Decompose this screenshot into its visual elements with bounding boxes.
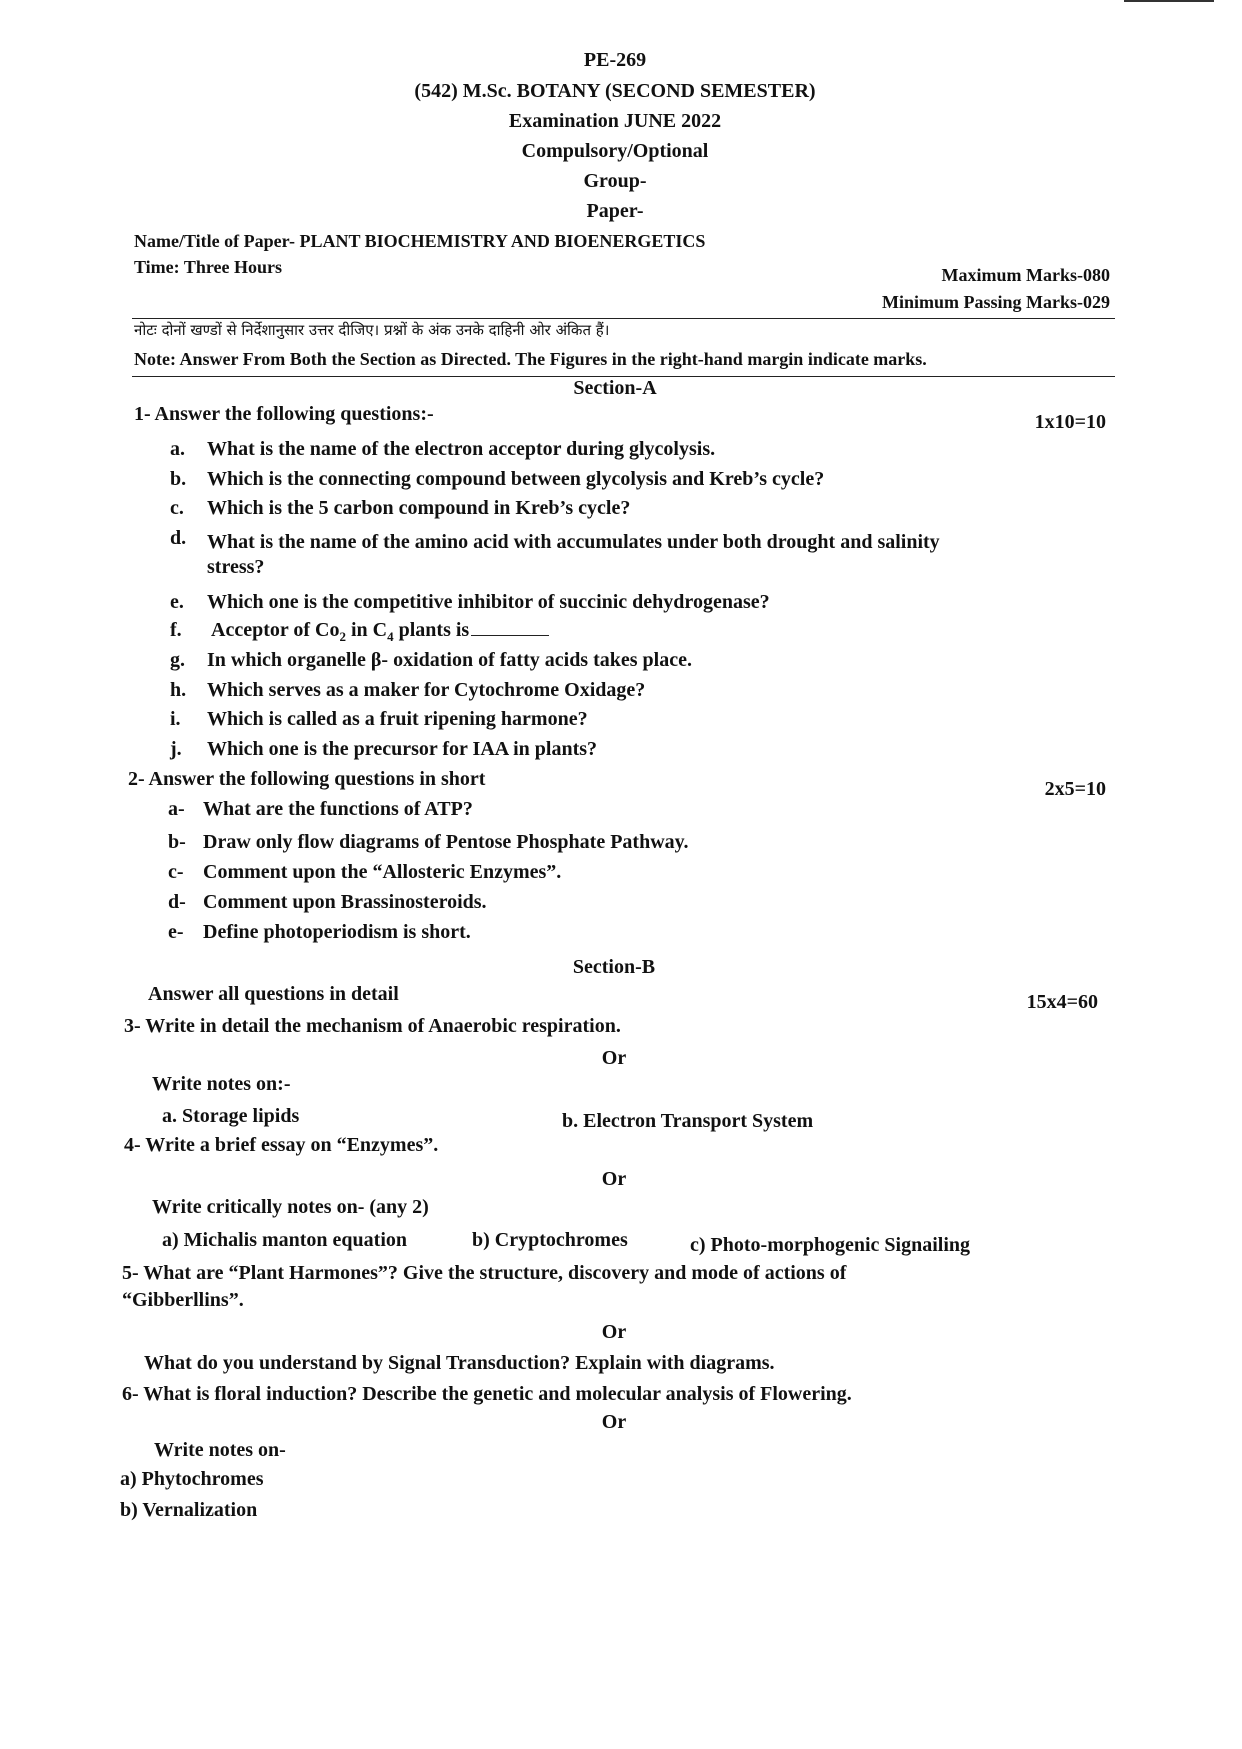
note-english: Note: Answer From Both the Section as Directed. The Figures in the right-hand margin indicate marks. bbox=[134, 349, 927, 369]
group-label: Group- bbox=[583, 170, 647, 192]
q1-item-label: j. bbox=[170, 738, 182, 760]
q1-item-text: Which one is the competitive inhibitor of succinic dehydrogenase? bbox=[207, 591, 770, 613]
q1-item-label: d. bbox=[170, 527, 187, 549]
section-b-title: Section-B bbox=[572, 956, 656, 978]
question-6-alt-a: a) Phytochromes bbox=[120, 1468, 264, 1490]
scan-edge-line bbox=[1124, 0, 1214, 2]
q2-item-label: e- bbox=[168, 921, 184, 943]
question-6-alt-b: b) Vernalization bbox=[120, 1499, 258, 1521]
paper-title: Name/Title of Paper- PLANT BIOCHEMISTRY AND BIOENERGETICS bbox=[134, 231, 706, 251]
q2-item-label: a- bbox=[168, 798, 185, 820]
q2-item-label: d- bbox=[168, 891, 186, 913]
question-4-alt-b: b) Cryptochromes bbox=[472, 1229, 628, 1251]
q1-item-label: i. bbox=[170, 708, 181, 730]
section-b-marks: 15x4=60 bbox=[1026, 991, 1098, 1013]
minimum-marks: Minimum Passing Marks-029 bbox=[881, 292, 1110, 312]
q1-item-text: Which serves as a maker for Cytochrome Oxidage? bbox=[207, 679, 646, 701]
paper-label: Paper- bbox=[586, 200, 644, 222]
q2-item-label: c- bbox=[168, 861, 184, 883]
q2-item-text: Comment upon the “Allosteric Enzymes”. bbox=[203, 861, 562, 883]
question-3-alt: Write notes on:- bbox=[152, 1073, 291, 1095]
question-5-cont: “Gibberllins”. bbox=[122, 1289, 244, 1311]
note-hindi: नोटः दोनों खण्डों से निर्देशानुसार उत्तर दीजिए। प्रश्नों के अंक उनके दाहिनी ओर अंकित हैं। bbox=[134, 321, 610, 339]
or-label: Or bbox=[601, 1168, 627, 1190]
question-4-alt: Write critically notes on- (any 2) bbox=[152, 1196, 429, 1218]
q1-item-text: Which is the connecting compound between glycolysis and Kreb’s cycle? bbox=[207, 468, 825, 490]
question-1: 1- Answer the following questions:- bbox=[134, 403, 434, 425]
exam-session: Examination JUNE 2022 bbox=[508, 110, 722, 132]
or-label: Or bbox=[601, 1047, 627, 1069]
or-label: Or bbox=[601, 1411, 627, 1433]
q1-item-label: g. bbox=[170, 649, 185, 671]
q1-item-label: h. bbox=[170, 679, 187, 701]
q2-item-text: Draw only flow diagrams of Pentose Phosphate Pathway. bbox=[203, 831, 689, 853]
q1-item-text: Acceptor of $Co_2$ in $C_4$ plants is bbox=[211, 618, 549, 649]
q1-item-text: Which one is the precursor for IAA in plants? bbox=[207, 738, 598, 760]
q2-item-text: Define photoperiodism is short. bbox=[203, 921, 471, 943]
section-a-title: Section-A bbox=[573, 377, 657, 399]
q1-item-text: What is the name of the electron acceptor during glycolysis. bbox=[207, 438, 716, 460]
question-5-alt: What do you understand by Signal Transduction? Explain with diagrams. bbox=[144, 1352, 775, 1374]
q1-item-text: In which organelle β- oxidation of fatty acids takes place. bbox=[207, 649, 692, 671]
paper-code: PE-269 bbox=[583, 49, 647, 71]
question-2: 2- Answer the following questions in short bbox=[128, 768, 486, 790]
question-5: 5- What are “Plant Harmones”? Give the structure, discovery and mode of actions of bbox=[122, 1262, 847, 1284]
q1-item-text-cont: stress? bbox=[207, 556, 265, 578]
question-6: 6- What is floral induction? Describe the genetic and molecular analysis of Flowering. bbox=[122, 1383, 852, 1405]
question-4-alt-a: a) Michalis manton equation bbox=[162, 1229, 408, 1251]
q2-item-text: Comment upon Brassinosteroids. bbox=[203, 891, 487, 913]
paper-type: Compulsory/Optional bbox=[521, 140, 709, 162]
or-label: Or bbox=[601, 1321, 627, 1343]
q1-item-label: e. bbox=[170, 591, 184, 613]
course-title: (542) M.Sc. BOTANY (SECOND SEMESTER) bbox=[414, 80, 816, 102]
section-b-instruction: Answer all questions in detail bbox=[148, 983, 399, 1005]
question-3-alt-b: b. Electron Transport System bbox=[562, 1110, 814, 1132]
q2-item-label: b- bbox=[168, 831, 186, 853]
q1-item-text: What is the name of the amino acid with accumulates under both drought and salinity bbox=[207, 531, 940, 553]
q1-item-text: Which is the 5 carbon compound in Kreb’s cycle? bbox=[207, 497, 631, 519]
time-allowed: Time: Three Hours bbox=[134, 257, 282, 277]
maximum-marks: Maximum Marks-080 bbox=[941, 265, 1110, 285]
question-2-marks: 2x5=10 bbox=[1044, 778, 1106, 800]
question-4-alt-c: c) Photo-morphogenic Signailing bbox=[690, 1234, 971, 1256]
question-1-marks: 1x10=10 bbox=[1034, 411, 1106, 433]
q1-item-label: b. bbox=[170, 468, 187, 490]
question-4: 4- Write a brief essay on “Enzymes”. bbox=[124, 1134, 439, 1156]
q1-item-label: f. bbox=[170, 619, 182, 641]
answer-blank bbox=[471, 621, 549, 636]
q1-item-label: c. bbox=[170, 497, 184, 519]
q2-item-text: What are the functions of ATP? bbox=[203, 798, 473, 820]
question-3-alt-a: a. Storage lipids bbox=[162, 1105, 300, 1127]
question-3: 3- Write in detail the mechanism of Anaerobic respiration. bbox=[124, 1015, 621, 1037]
q1-item-text: Which is called as a fruit ripening harmone? bbox=[207, 708, 588, 730]
question-6-alt: Write notes on- bbox=[154, 1439, 286, 1461]
q1-item-label: a. bbox=[170, 438, 185, 460]
